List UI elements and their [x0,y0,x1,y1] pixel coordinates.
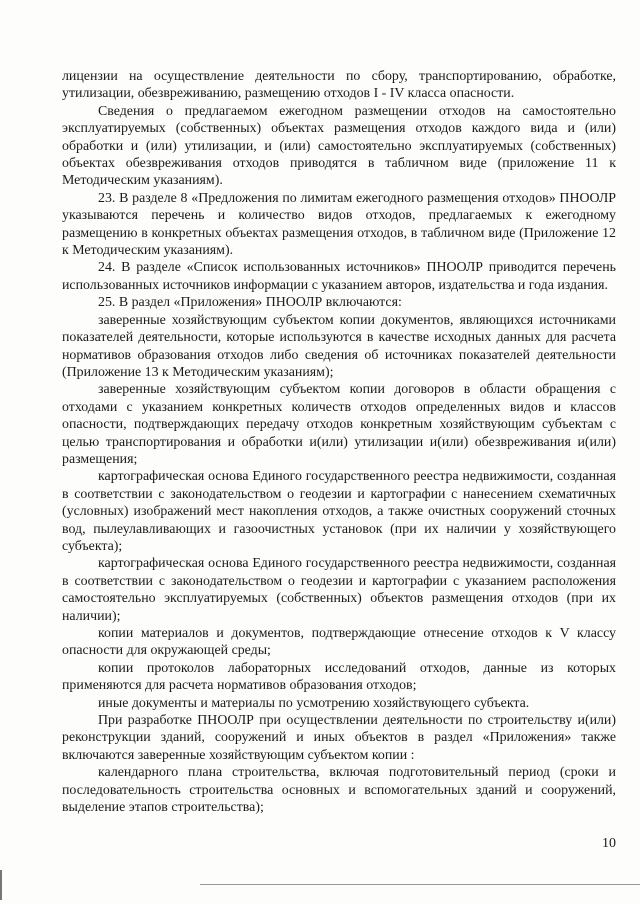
paragraph-1: лицензии на осуществление деятельности по сбору, транспортированию, обработке, утилизации, обезвреживанию, размещению отходов I - IV класса опасности. [62,69,616,102]
paragraph-3: 23. В разделе 8 «Предложения по лимитам ежегодного размещения отходов» ПНООЛР указываются перечень и количество видов отходов, предлагаемых к ежегодному размещению в конкретных объектах размещения отходов, в табличном виде (Приложение 12 к Методическим указаниям). [62,190,616,259]
paragraph-12: иные документы и материалы по усмотрению хозяйствующего субъекта. [98,695,530,711]
paragraph-5: 25. В раздел «Приложения» ПНООЛР включаются: [98,295,402,311]
paragraph-4: 24. В разделе «Список использованных источников» ПНООЛР приводится перечень использованных источников информации с указанием авторов, издательства и года издания. [62,260,616,293]
scan-edge-mark [0,870,2,900]
paragraph-8: картографическая основа Единого государственного реестра недвижимости, созданная в соответствии с законодательством о геодезии и картографии с нанесением схематичных (условных) изображений мест накопления отходов, а также очистных сооружений сточных вод, пылеулавливающих и газоочистных установок (при их наличии у хозяйствующего субъекта); [62,469,616,554]
page-number: 10 [602,836,616,851]
paragraph-11: копии протоколов лабораторных исследований отходов, данные из которых применяются для расчета нормативов образования отходов; [62,660,616,694]
paragraph-14: календарного плана строительства, включая подготовительный период (сроки и последовательность строительства основных и вспомогательных зданий и сооружений, выделение этапов строительства); [62,765,616,816]
document-page [62,68,616,816]
paragraph-6: заверенные хозяйствующим субъектом копии документов, являющихся источниками показателей деятельности, которые используются в качестве исходных данных для расчета нормативов образования отходов либо сведения об источниках показателей деятельности (Приложение 13 к Методическим указаниям); [62,312,616,380]
paragraph-7: заверенные хозяйствующим субъектом копии договоров в области обращения с отходами с указанием конкретных количеств отходов определенных видов и классов опасности, подтверждающих передачу отходов конкретным хозяйствующим субъектам с целью транспортирования и обработки и(или) утилизации и(или) обезвреживания и(или) размещения; [62,382,616,467]
paragraph-13: При разработке ПНООЛР при осуществлении деятельности по строительству и(или) реконструкции зданий, сооружений и иных объектов в раздел «Приложения» также включаются заверенные хозяйствующим субъектом копии : [62,713,616,763]
paragraph-10: копии материалов и документов, подтверждающие отнесение отходов к V классу опасности для окружающей среды; [62,626,616,659]
paragraph-9: картографическая основа Единого государственного реестра недвижимости, созданная в соответствии с законодательством о геодезии и картографии с указанием расположения самостоятельно эксплуатируемых (собственных) объектов размещения отходов (при их наличии); [62,556,616,624]
scan-bottom-line [200,884,640,885]
paragraph-2: Сведения о предлагаемом ежегодном размещении отходов на самостоятельно эксплуатируемых (собственных) объектах размещения отходов каждого вида и (или) обработки и (или) утилизации, и (или) самостоятельно эксплуатируемых (собственных) объектах обезвреживания отходов приводятся в табличном виде (приложение 11 к Методическим указаниям). [62,103,616,189]
